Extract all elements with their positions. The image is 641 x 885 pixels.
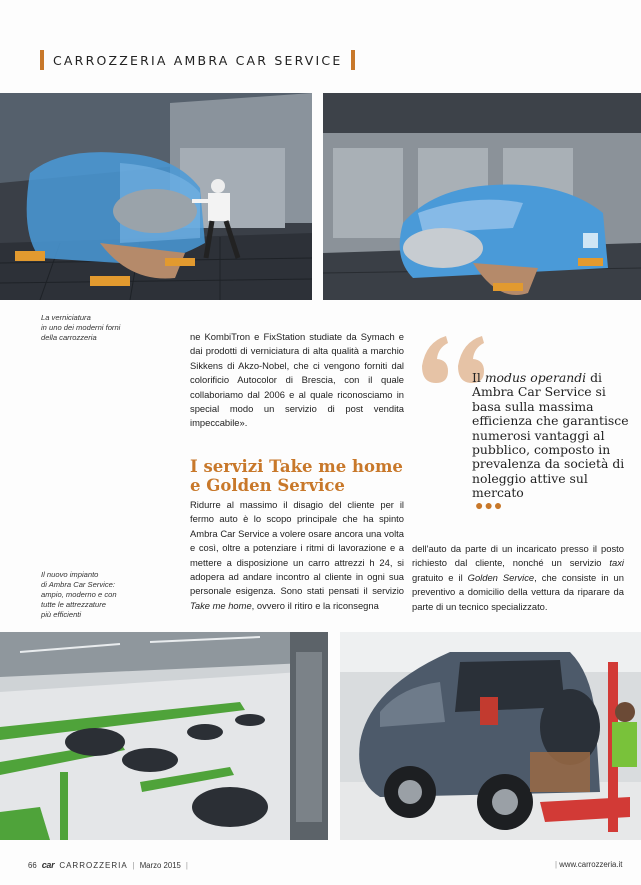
paragraph-text: dell'auto da parte di un incaricato presso il posto richiesto dal cliente, nonché un servizio [412,543,624,569]
paragraph-text: Ridurre al massimo il disagio del cliente per il fermo auto è lo scopo principale che ha spinto Ambra Car Service a volere osare ancora una volta e così, oltre a potenziare i ritmi di lavorazione e a mettere a disposizione un carro attrezzi h 24, si adopera ad andare incontro al cliente in ogni sua personale esigenza. Sono stati pensati il servizio [190,499,404,597]
photo-blue-car-booth [323,93,641,300]
footer-divider: | [555,860,560,869]
caption-line: ampio, moderno e con [41,590,117,599]
paragraph-text: , che consiste in un preventivo a domicilio della vettura da riparare da parte di un tecnico specializzato. [412,571,624,612]
body-text-column1-bottom [190,498,404,613]
paragraph: ne KombiTron e FixStation studiate da Symach e dai prodotti di verniciatura di alta qualità a marchio Sikkens di Akzo-Nobel, che ci vengono forniti dal colorificio Autocolor di Brescia, con il quale collaboriamo dal 2006 e al quale riconosciamo in special modo un servizio di post vendita impeccabile». [190,331,404,429]
emphasis-take-me-home: Take me home [190,599,252,611]
photo-facility-interior [0,632,328,840]
pull-quote [472,371,632,501]
body-text-column1-top [190,330,404,431]
pull-quote-dots: ●●● [475,497,504,513]
page-number: 66 [28,860,37,870]
magazine-name: CARROZZERIA [59,860,128,870]
caption-line: in uno dei moderni forni [41,323,121,332]
paragraph-text: gratuito e il [412,571,468,583]
caption-line: Il nuovo impianto [41,570,99,579]
page-header [40,50,355,70]
section-title: I servizi Take me home e Golden Service [190,457,403,495]
body-text-column2 [412,542,624,614]
caption-line: La verniciatura [41,313,91,322]
emphasis-golden-service: Golden Service [467,571,535,583]
brand-logo: car [41,860,55,870]
pull-quote-initial: I [472,370,477,385]
caption-line: di Ambra Car Service: [41,580,115,589]
header-title: CARROZZERIA AMBRA CAR SERVICE [53,52,343,68]
header-accent-right [351,50,355,70]
caption-painting [41,313,151,343]
pull-quote-text: l [476,370,485,385]
issue-date: Marzo 2015 [139,860,181,870]
footer-divider: | [185,860,188,870]
pull-quote-emphasis: modus operandi [484,370,587,385]
caption-facility [41,570,151,620]
pull-quote-text: di Ambra Car Service si basa sulla massima efficienza che garantisce numerosi vantaggi al pubblico, composto in prevalenza da società di noleggio attive sul mercato [472,370,629,501]
caption-line: più efficienti [41,610,82,619]
photo-painting-booth [0,93,312,300]
footer-divider: | [132,860,135,870]
paragraph-text: , ovvero il ritiro e la riconsegna [251,599,379,611]
photo-suv-repair [340,632,641,840]
caption-line: della carrozzeria [41,333,97,342]
footer-url [555,860,622,869]
emphasis-taxi: taxi [609,557,624,569]
caption-line: tutte le attrezzature [41,600,107,609]
website-url: www.carrozzeria.it [559,860,623,869]
page-footer [28,860,188,870]
